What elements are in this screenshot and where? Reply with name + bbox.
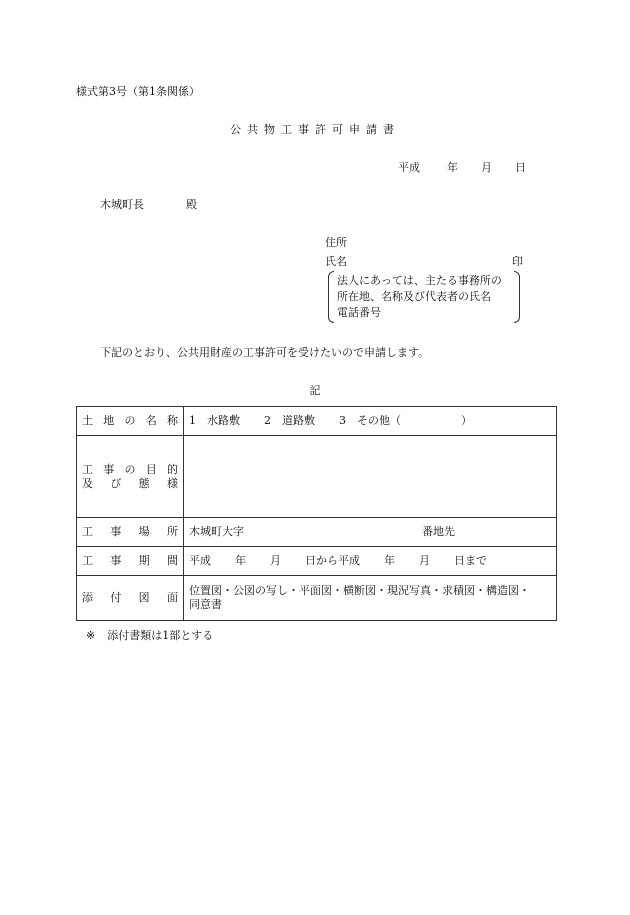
attachments-label: 添付図面 [77,576,184,621]
footnote-mark: ※ [86,629,96,642]
period-era: 平成 [189,554,211,567]
recipient-honorific: 殿 [186,198,197,211]
seal-mark: 印 [512,255,523,268]
purpose-label-line1: 工事の目的 [82,462,178,476]
table-row [77,407,557,436]
period-month-from: 月 [270,554,281,567]
intro-text: 下記のとおり、公共用財産の工事許可を受けたいので申請します。 [100,346,430,359]
name-label: 氏名 [325,255,347,268]
purpose-cell[interactable] [184,436,557,518]
recipient-name: 木城町長 [100,198,144,211]
purpose-label-line2: 及び態様 [82,476,178,490]
date-year-unit: 年 [447,161,458,174]
period-label: 工事期間 [77,547,184,576]
attachments-line1: 位置図・公図の写し・平面図・横断図・現況写真・求積図・構造図・ [189,584,530,597]
land-name-label: 土地の名称 [77,407,184,436]
land-option-close: ） [461,414,472,427]
corporate-note [328,271,520,323]
ki-heading: 記 [309,384,321,397]
period-year-from: 年 [235,554,246,567]
date-month-unit: 月 [481,161,492,174]
date-day-unit: 日 [515,161,526,174]
location-prefix: 木城町大字 [189,525,244,538]
form-number: 様式第3号（第1条関係） [76,85,200,98]
note-line: 法人にあっては、主たる事務所の [337,274,502,287]
table-row [77,436,557,518]
period-cell[interactable] [184,547,557,576]
application-table [76,406,557,621]
footnote [86,629,213,643]
address-label: 住所 [325,236,347,249]
period-month-to: 月 [419,554,430,567]
land-option-other: 3 その他（ [339,414,401,427]
location-label: 工事場所 [77,518,184,547]
attachments-line2: 同意書 [189,598,222,611]
land-option-waterway: 1 水路敷 [189,414,240,427]
date-era: 平成 [398,161,420,174]
table-row [77,518,557,547]
right-parenthesis [514,271,520,323]
footnote-text: 添付書類は1部とする [107,629,214,642]
note-line: 電話番号 [337,306,381,319]
table-row [77,547,557,576]
document-title: 公共物工事許可申請書 [230,123,400,136]
location-cell[interactable] [184,518,557,547]
purpose-label [77,436,184,518]
period-day-from: 日から平成 [305,554,360,567]
period-year-to: 年 [384,554,395,567]
location-suffix: 番地先 [422,525,455,538]
left-parenthesis [328,271,334,323]
table-row [77,576,557,621]
period-day-to: 日まで [454,554,487,567]
land-name-cell[interactable] [184,407,557,436]
attachments-cell[interactable] [184,576,557,621]
note-line: 所在地、名称及び代表者の氏名 [337,290,491,303]
recipient [100,198,197,212]
land-option-road: 2 道路敷 [264,414,315,427]
